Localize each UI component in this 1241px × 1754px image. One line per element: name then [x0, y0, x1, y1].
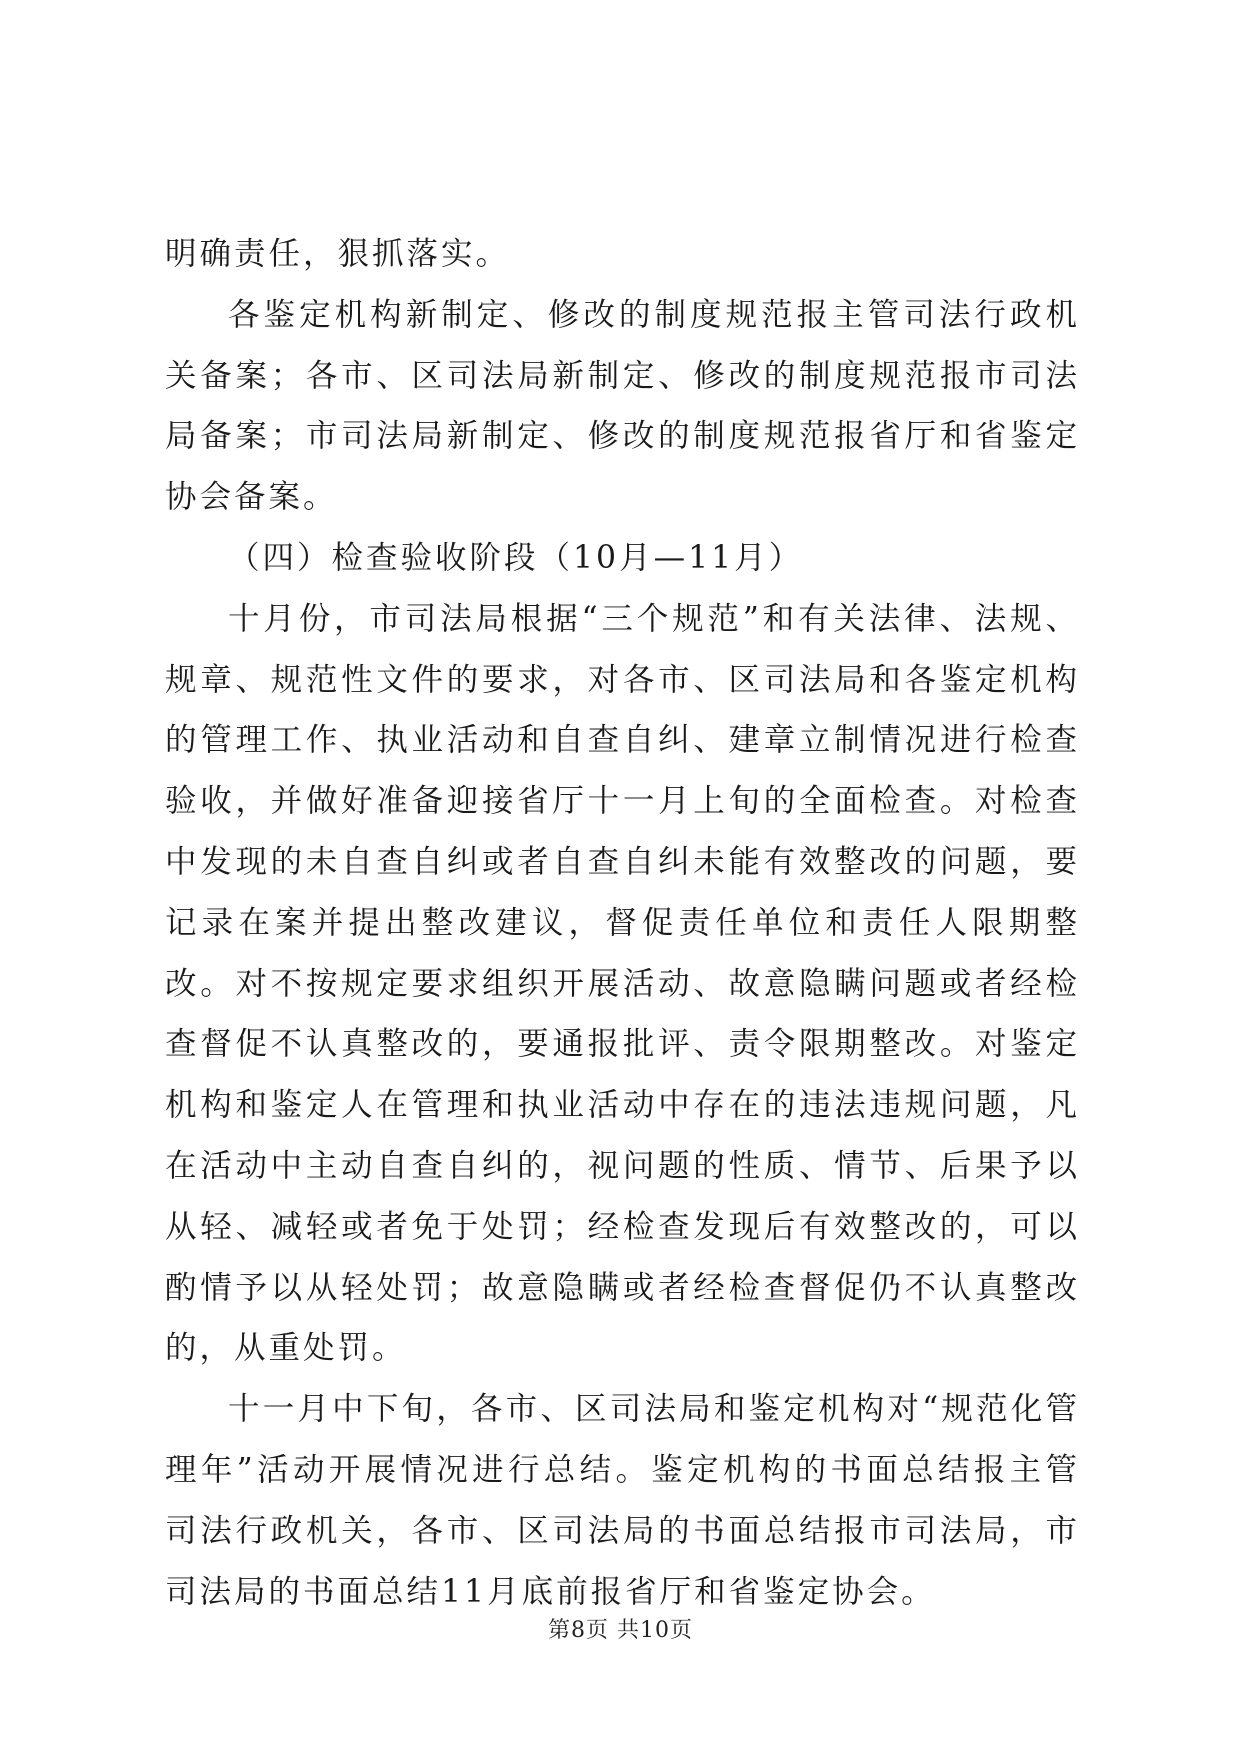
- section-heading: （四）检查验收阶段（10月—11月）: [228, 539, 804, 576]
- document-body: [165, 224, 1080, 1622]
- paragraph-3: 十月份，市司法局根据“三个规范”和有关法律、法规、规章、规范性文件的要求，对各市、区司法局和各鉴定机构的管理工作、执业活动和自查自纠、建章立制情况进行检查验收，并做好准备迎接省厅十一月上旬的全面检查。对检查中发现的未自查自纠或者自查自纠未能有效整改的问题，要记录在案并提出整改建议，督促责任单位和责任人限期整改。对不按规定要求组织开展活动、故意隐瞒问题或者经检查督促不认真整改的，要通报批评、责令限期整改。对鉴定机构和鉴定人在管理和执业活动中存在的违法违规问题，凡在活动中主动自查自纠的，视问题的性质、情节、后果予以从轻、减轻或者免于处罚；经检查发现后有效整改的，可以酌情予以从轻处罚；故意隐瞒或者经检查督促仍不认真整改的，从重处罚。: [165, 600, 1080, 1367]
- paragraph-4: 十一月中下旬，各市、区司法局和鉴定机构对“规范化管理年”活动开展情况进行总结。鉴定机构的书面总结报主管司法行政机关，各市、区司法局的书面总结报市司法局，市司法局的书面总结11月底前报省厅和省鉴定协会。: [165, 1391, 1080, 1610]
- paragraph-2: 各鉴定机构新制定、修改的制度规范报主管司法行政机关备案；各市、区司法局新制定、修改的制度规范报市司法局备案；市司法局新制定、修改的制度规范报省厅和省鉴定协会备案。: [165, 296, 1080, 516]
- page-footer: 第8页 共10页: [548, 1618, 693, 1643]
- paragraph-1: 明确责任，狠抓落实。: [165, 236, 511, 272]
